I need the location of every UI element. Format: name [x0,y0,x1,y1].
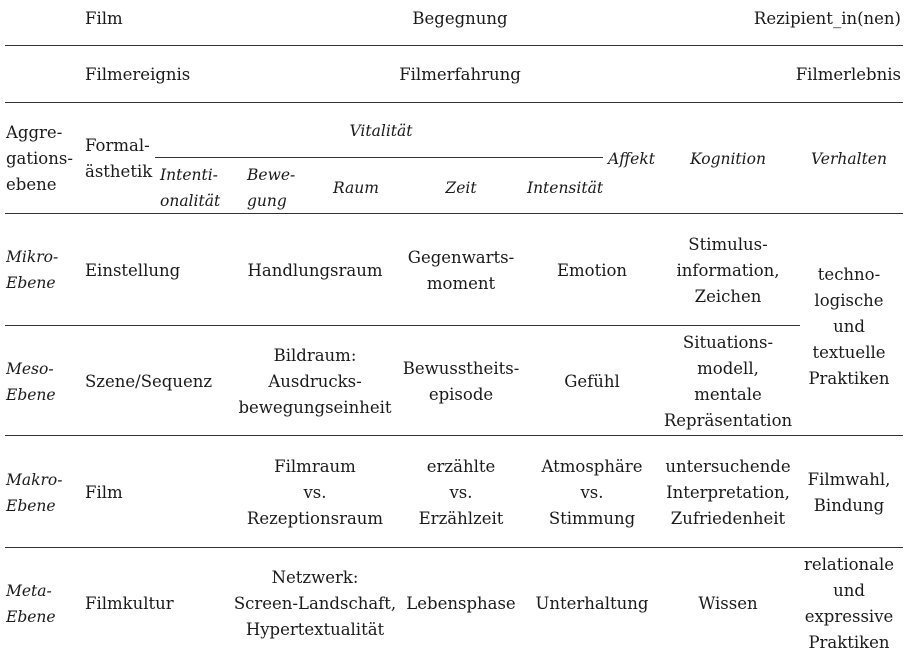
meso-kognition-4: Repräsentation [663,411,793,430]
verhalten-mikromeso-2: logische [814,291,884,310]
meta-kognition: Wissen [698,594,758,613]
verhalten-mikromeso-3: und [833,317,865,336]
rule-5 [5,435,903,436]
dim-aggregation-1: Aggre- [6,123,63,142]
dim-verhalten: Verhalten [811,150,887,168]
rule-3 [5,213,903,214]
makro-formal: Film [85,483,123,502]
meta-affekt: Unterhaltung [535,594,649,613]
makro-kognition-2: Interpretation, [666,483,790,502]
dim-bewegung-1: Bewe- [247,166,296,184]
makro-kognition-1: untersuchende [665,457,791,476]
dim-aggregation-3: ebene [6,175,57,194]
mikro-kognition-3: Zeichen [694,287,762,306]
meta-verhalten-1: relationale [803,555,895,574]
meta-zeit: Lebensphase [406,594,516,613]
meta-verhalten-2: und [833,581,865,600]
mikro-formal: Einstellung [85,261,181,280]
rule-4 [5,325,800,326]
dim-formal-1: Formal- [85,136,150,155]
makro-affekt-2: vs. [580,483,604,502]
dim-affekt: Affekt [608,150,655,168]
dim-formal-2: ästhetik [85,162,153,181]
mikro-raum: Handlungsraum [247,261,383,280]
dim-raum: Raum [333,179,379,197]
mikro-zeit-1: Gegenwarts- [407,248,515,267]
meso-affekt: Gefühl [564,372,620,391]
makro-raum-3: Rezeptionsraum [246,509,384,528]
makro-level-2: Ebene [6,497,56,515]
mikro-level-1: Mikro- [6,248,59,266]
meso-level-2: Ebene [6,386,56,404]
header-filmereignis: Filmereignis [85,65,191,84]
dim-zeit: Zeit [445,179,477,197]
header-filmerfahrung: Filmerfahrung [399,65,521,84]
meso-zeit-1: Bewusstheits- [402,359,520,378]
meso-raum-3: bewegungseinheit [238,398,392,417]
meta-verhalten-3: expressive [804,607,894,626]
mikro-kognition-2: information, [676,261,780,280]
mikro-zeit-2: moment [426,274,496,293]
makro-zeit-1: erzählte [426,457,496,476]
meta-formal: Filmkultur [85,594,174,613]
makro-affekt-1: Atmosphäre [541,457,643,476]
meso-kognition-2: modell, [697,359,759,378]
meso-raum-2: Ausdrucks- [268,372,362,391]
dim-vitalitaet: Vitalität [349,122,413,140]
makro-raum-2: vs. [303,483,327,502]
meso-raum-1: Bildraum: [273,346,357,365]
meso-level-1: Meso- [6,360,54,378]
meta-raum-2: Screen-Landschaft, [233,594,397,613]
makro-zeit-2: vs. [449,483,473,502]
rule-6 [5,547,903,548]
dim-kognition: Kognition [690,150,766,168]
vitalitaet-underline [155,157,603,158]
makro-affekt-3: Stimmung [548,509,636,528]
meso-zeit-2: episode [428,385,494,404]
makro-level-1: Makro- [6,471,63,489]
meta-raum-1: Netzwerk: [271,568,359,587]
dim-intensitaet: Intensität [526,179,604,197]
verhalten-mikromeso-4: textuelle [812,343,886,362]
rule-2 [5,102,903,103]
makro-verhalten-1: Filmwahl, [807,470,891,489]
verhalten-mikromeso-1: techno- [817,265,881,284]
mikro-level-2: Ebene [6,274,56,292]
header-filmerlebnis: Filmerlebnis [795,65,901,84]
verhalten-mikromeso-5: Praktiken [808,369,890,388]
dim-intentionalitaet-2: onalität [160,192,221,210]
makro-verhalten-2: Bindung [813,496,885,515]
makro-kognition-3: Zufriedenheit [670,509,786,528]
makro-raum-1: Filmraum [274,457,356,476]
meso-kognition-1: Situations- [682,333,774,352]
meta-verhalten-4: Praktiken [808,633,890,652]
header-begegnung: Begegnung [412,9,508,28]
header-rezipient: Rezipient_in(nen) [753,9,901,28]
dim-intentionalitaet-1: Intenti- [160,166,218,184]
mikro-kognition-1: Stimulus- [688,235,768,254]
meso-kognition-3: mentale [694,385,762,404]
dim-aggregation-2: gations- [6,149,73,168]
meta-level-2: Ebene [6,608,56,626]
rule-1 [5,45,903,46]
makro-zeit-3: Erzählzeit [418,509,504,528]
meta-raum-3: Hypertextualität [245,620,385,639]
header-film: Film [85,9,123,28]
dim-bewegung-2: gung [247,192,287,210]
meso-formal: Szene/Sequenz [85,372,213,391]
mikro-affekt: Emotion [556,261,628,280]
meta-level-1: Meta- [6,582,52,600]
